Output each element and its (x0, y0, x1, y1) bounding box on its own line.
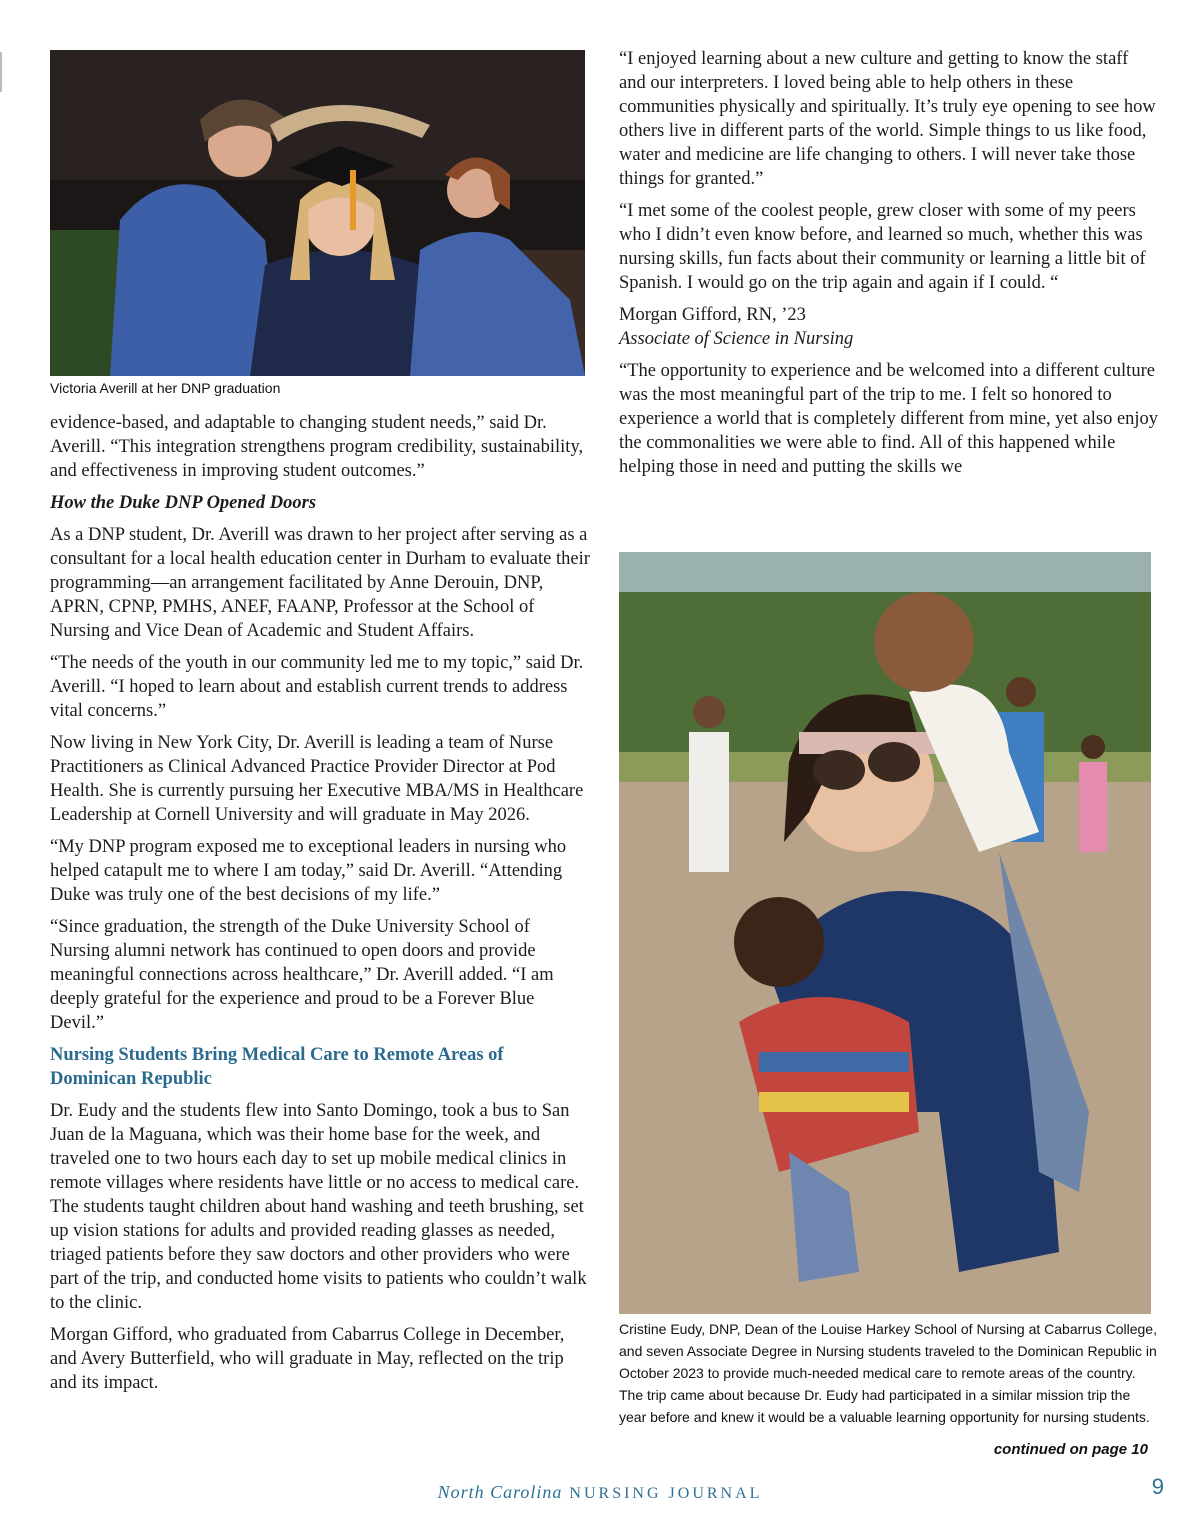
quote: “I enjoyed learning about a new culture and getting to know the staff and our interpreters. I loved being able to help others in these communities physically and spiritually. It’s truly eye opening to see how others live in different parts of the world. Simple things to us like food, water and medicine are life changing to others. I will never take those things for granted.” (619, 49, 1156, 189)
continued-note: continued on page 10 (993, 1441, 1148, 1458)
paragraph: Dr. Eudy and the students flew into Santo Domingo, took a bus to San Juan de la Maguana, which was their home base for the week, and traveled one to two hours each day to set up mobile medical clinics in remote villages where residents have little or no access to medical care. The students taught children about hand washing and teeth brushing, set up vision stations for adults and provided reading glasses as needed, triaged patients before they saw doctors and other providers who were part of the trip, and conducted home visits to patients who couldn’t walk to the clinic. (50, 1101, 587, 1313)
journal-script-title: North Carolina (437, 1482, 563, 1502)
paragraph: “My DNP program exposed me to exceptional leaders in nursing who helped catapult me to where I am today,” said Dr. Averill. “Attending Duke was truly one of the best decisions of my life.” (50, 837, 567, 905)
journal-name: NURSING JOURNAL (569, 1485, 763, 1502)
paragraph: Morgan Gifford, who graduated from Cabarrus College in December, and Avery Butterfield, who will graduate in May, reflected on the trip and its impact. (50, 1325, 565, 1393)
dominican-photo-caption: Cristine Eudy, DNP, Dean of the Louise Harkey School of Nursing at Cabarrus College, and seven Associate Degree in Nursing students traveled to the Dominican Republic in October 2023 to provide much-needed medical care to remote areas of the country. The trip came about because Dr. Eudy had participated in a similar mission trip the year before and knew it would be a valuable learning opportunity for nursing students. (619, 1321, 1157, 1425)
quote: “The opportunity to experience and be welcomed into a different culture was the most meaningful part of the trip to me. I felt so honored to experience a world that is completely different from mine, yet also enjoy the commonalities we were able to find. All of this happened while helping those in need and putting the skills we (619, 361, 1159, 477)
paragraph: evidence-based, and adaptable to changing student needs,” said Dr. Averill. “This integration strengthens program credibility, sustainability, and effectiveness in improving student outcomes.” (50, 413, 584, 481)
paragraph: Now living in New York City, Dr. Averill is leading a team of Nurse Practitioners as Clinical Advanced Practice Provider Director at Pod Health. She is currently pursuing her Executive MBA/MS in Healthcare Leadership at Cornell University and will graduate in May 2026. (50, 733, 584, 825)
page-edge-mark (0, 52, 2, 92)
attribution-title: Associate of Science in Nursing (619, 329, 854, 349)
paragraph: “The needs of the youth in our community led me to my topic,” said Dr. Averill. “I hoped to learn about and establish current trends to address vital concerns.” (50, 653, 584, 721)
left-column (50, 411, 590, 1403)
graduation-photo (50, 50, 585, 376)
attribution-name: Morgan Gifford, RN, ’23 (619, 305, 806, 325)
paragraph: “Since graduation, the strength of the Duke University School of Nursing alumni network has continued to open doors and provide meaningful connections across healthcare,” Dr. Averill added. “I am deeply grateful for the experience and proud to be a Forever Blue Devil.” (50, 917, 554, 1033)
graduation-photo-caption: Victoria Averill at her DNP graduation (50, 380, 281, 396)
right-column (619, 47, 1159, 487)
dominican-photo (619, 552, 1151, 1314)
paragraph: As a DNP student, Dr. Averill was drawn to her project after serving as a consultant for a local health education center in Durham to evaluate their programming—an arrangement facilitated by Anne Derouin, DNP, APRN, CPNP, PMHS, ANEF, FAANP, Professor at the School of Nursing and Vice Dean of Academic and Student Affairs. (50, 525, 590, 641)
subheading: How the Duke DNP Opened Doors (50, 493, 317, 513)
quote: “I met some of the coolest people, grew closer with some of my peers who I didn’t even know before, and learned so much, whether this was nursing skills, fun facts about their community or learning a little bit of Spanish. I would go on the trip again and again if I could. “ (619, 201, 1146, 293)
journal-footer (0, 1482, 1200, 1503)
page-number: 9 (1151, 1474, 1164, 1499)
section-heading: Nursing Students Bring Medical Care to Remote Areas of Dominican Republic (50, 1045, 504, 1089)
